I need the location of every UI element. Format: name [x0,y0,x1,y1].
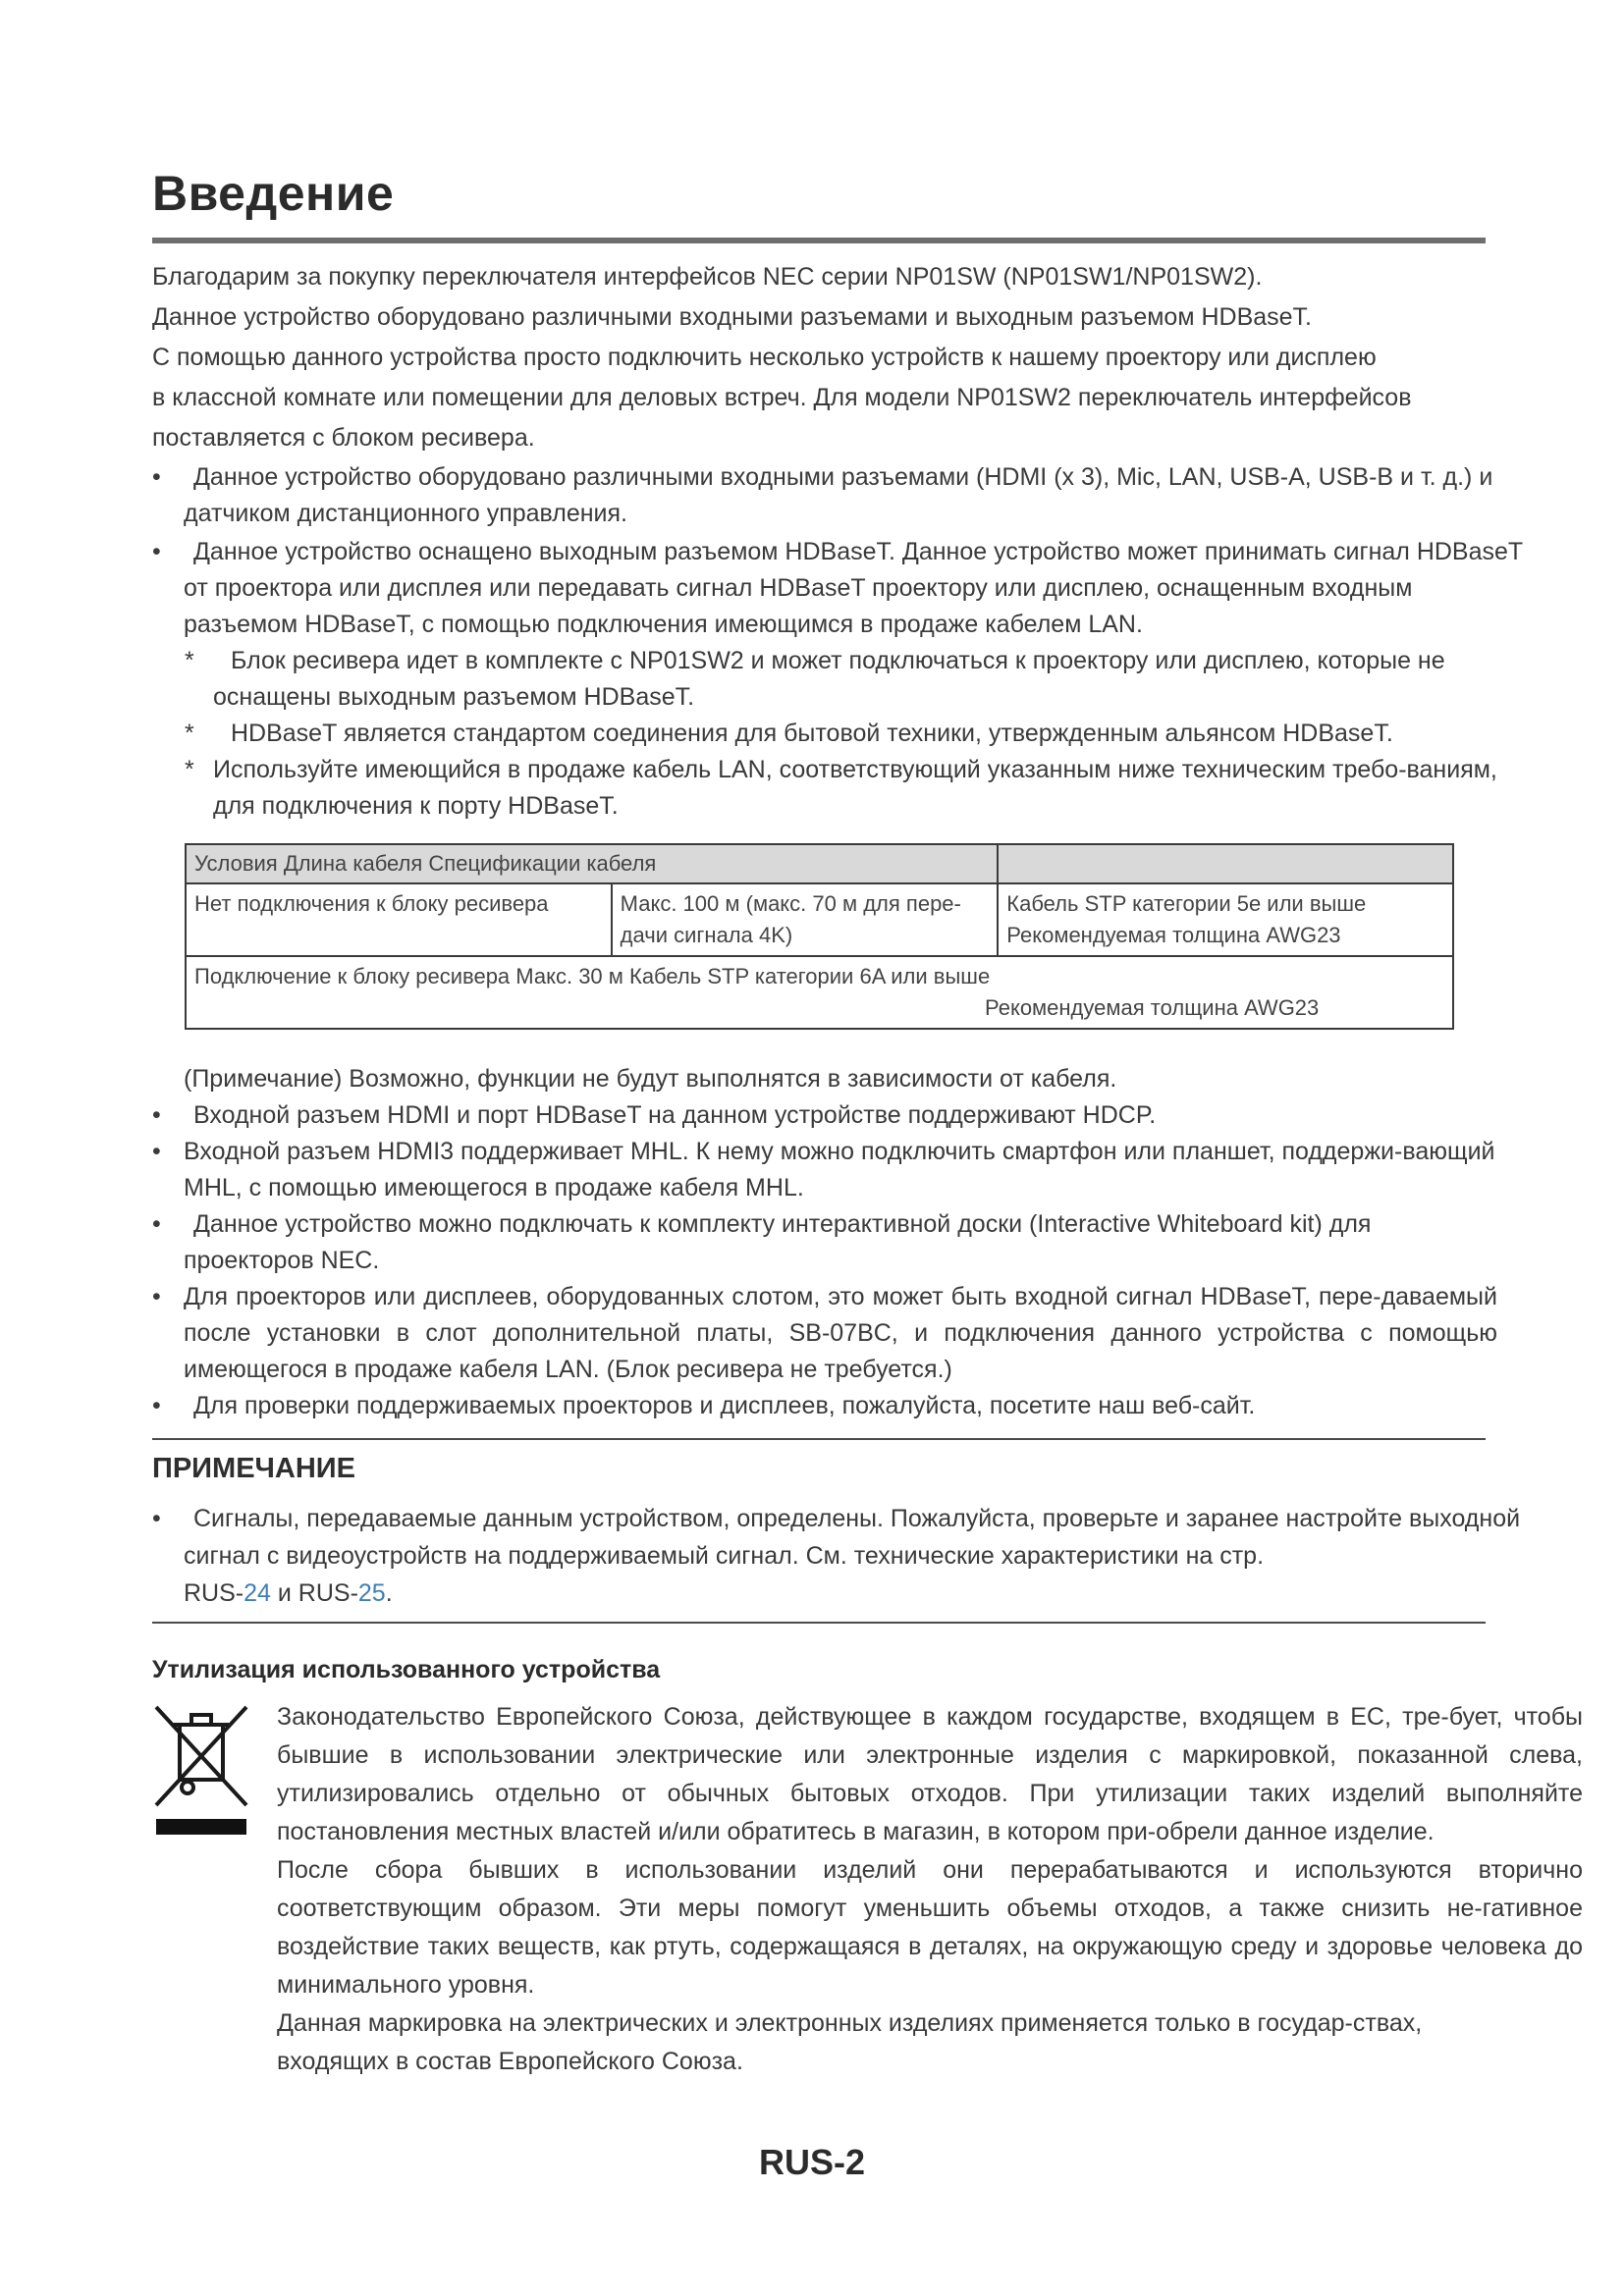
disposal-paragraph: Данная маркировка на электрических и электронных изделиях применяется только в государ-ствах, входящих в состав Европейского Союза. [277,2009,1423,2075]
list-item [152,534,1527,643]
table-note: (Примечание) Возможно, функции не будут выполнятся в зависимости от кабеля. [184,1065,1117,1093]
bullet-glyph: • [152,1138,161,1165]
page-title: Введение [152,166,395,221]
table-cell-line: Рекомендуемая толщина AWG23 [1006,923,1341,947]
star-note [152,643,1527,716]
intro-paragraph [152,257,1507,458]
asterisk-glyph: * [185,720,194,747]
table-cell: Нет подключения к блоку ресивера [186,883,612,956]
page-number: RUS-2 [758,2142,866,2182]
list-item-text: Входной разъем HDMI и порт HDBaseT на данном устройстве поддерживают HDCP. [193,1101,1157,1129]
disposal-paragraph: После сбора бывших в использовании изделий они перерабатываются и используются вторично соответствующим образом. Эти меры помогут уменьшить объемы отходов, а также снизить не-гативное воздействие таких веществ, как ртуть, содержащаяся в деталях, на окружающую среду и здоровье человека до минимального уровня. [277,1856,1583,1999]
star-note-text: HDBaseT является стандартом соединения для бытовой техники, утвержденным альянсом HDBaseT. [231,720,1393,747]
bullet-list-top [152,459,1527,825]
bullet-list-bottom [152,1061,1497,1424]
list-item [152,1206,1497,1279]
disposal-text [277,1698,1612,2081]
list-item [152,1134,1497,1206]
page-link-24[interactable]: 24 [244,1579,271,1607]
asterisk-glyph: * [185,647,194,674]
list-item-text: Для проекторов или дисплеев, оборудованных слотом, это может быть входной сигнал HDBaseT, пере-даваемый после установки в слот дополнительной платы, SB-07BC, и подключения данного устройства с помощью имеющегося в продаже кабеля LAN. (Блок ресивера не требуется.) [184,1283,1497,1383]
note-text-main: Сигналы, передаваемые данным устройством, определены. Пожалуйста, проверьте и заранее настройте выходной сигнал с видеоустройств на поддерживаемый сигнал. См. технические характеристики на стр. [184,1505,1521,1570]
bullet-glyph: • [152,1392,161,1419]
table-header-cell: Условия Длина кабеля Спецификации кабеля [186,844,998,883]
list-item-text: Данное устройство оснащено выходным разъемом HDBaseT. Данное устройство может принимать сигнал HDBaseT от проектора или дисплея или передавать сигнал HDBaseT проектору или дисплею, оснащенным входным разъемом HDBaseT, с помощью подключения имеющимся в продаже кабелем LAN. [184,538,1523,638]
list-item [152,1500,1527,1612]
table-row [186,956,1453,1029]
intro-line: Данное устройство оборудовано различными входными разъемами и выходным разъемом HDBaseT. [152,303,1313,331]
note-text [184,1500,1527,1612]
intro-line: в классной комнате или помещении для деловых встреч. Для модели NP01SW2 переключатель интерфейсов [152,384,1412,411]
list-item-text: Для проверки поддерживаемых проекторов и дисплеев, пожалуйста, посетите наш веб-сайт. [193,1392,1256,1419]
note-title: ПРИМЕЧАНИЕ [152,1453,355,1484]
bullet-glyph: • [152,1210,161,1238]
ref-prefix: RUS- [184,1579,244,1607]
star-note [152,716,1527,752]
bullet-glyph: • [152,538,161,565]
note-bottom-divider [152,1622,1486,1624]
bullet-glyph: • [152,1505,161,1532]
table-header-row [186,844,1453,883]
list-item-text: Данное устройство оборудовано различными входными разъемами (HDMI (x 3), Mic, LAN, USB-A, USB-B и т. д.) и датчиком дистанционного управления. [184,463,1493,527]
ref-end: . [385,1579,393,1607]
table-header-cell [998,844,1453,883]
note-body [152,1500,1527,1612]
bullet-glyph: • [152,1283,161,1310]
crossed-bin-icon [152,1703,250,1841]
page-link-25[interactable]: 25 [357,1579,386,1607]
table-cell [186,956,1453,1029]
disposal-paragraph: Законодательство Европейского Союза, действующее в каждом государстве, входящем в ЕС, тре-бует, чтобы бывшие в использовании электрические или электронные изделия с маркировкой, показанной слева, утилизировались отдельно от обычных бытовых отходов. При утилизации таких изделий выполняйте постановления местных властей и/или обратитесь в магазин, в котором при-обрели данное изделие. [277,1703,1583,1845]
list-item-text: Входной разъем HDMI3 поддерживает MHL. К нему можно подключить смартфон или планшет, поддержи-вающий MHL, с помощью имеющегося в продаже кабеля MHL. [184,1138,1495,1201]
list-item [152,1097,1497,1134]
table-cell-line: Рекомендуемая толщина AWG23 [985,995,1320,1020]
star-note [152,752,1527,825]
table-cell [998,883,1453,956]
star-note-text: Используйте имеющийся в продаже кабель LAN, соответствующий указанным ниже техническим требо-ваниям, для подключения к порту HDBaseT. [213,756,1497,820]
bullet-glyph: • [152,1101,161,1129]
bullet-glyph: • [152,463,161,491]
list-item [152,1388,1497,1424]
note-top-divider [152,1438,1486,1440]
title-divider [152,238,1486,243]
star-note-text: Блок ресивера идет в комплекте с NP01SW2 и может подключаться к проектору или дисплею, которые не оснащены выходным разъемом HDBaseT. [213,647,1445,711]
table-cell-line: Кабель STP категории 5e или выше [1006,891,1367,916]
table-cell: Макс. 100 м (макс. 70 м для пере-дачи сигнала 4K) [612,883,999,956]
cable-spec-table [185,843,1454,1030]
table-row [186,883,1453,956]
list-item-text: Данное устройство можно подключать к комплекту интерактивной доски (Interactive Whiteboard kit) для проекторов NEC. [184,1210,1372,1274]
list-item [152,459,1527,532]
intro-line: Благодарим за покупку переключателя интерфейсов NEC серии NP01SW (NP01SW1/NP01SW2). [152,263,1263,291]
asterisk-glyph: * [185,756,194,783]
intro-line: поставляется с блоком ресивера. [152,424,535,452]
disposal-title: Утилизация использованного устройства [152,1656,661,1683]
ref-and: и [270,1579,298,1607]
list-item [152,1279,1497,1388]
ref-prefix: RUS- [298,1579,358,1607]
table-cell-line: Подключение к блоку ресивера Макс. 30 м Кабель STP категории 6A или выше [194,964,991,988]
intro-line: С помощью данного устройства просто подключить несколько устройств к нашему проектору или дисплею [152,344,1377,371]
